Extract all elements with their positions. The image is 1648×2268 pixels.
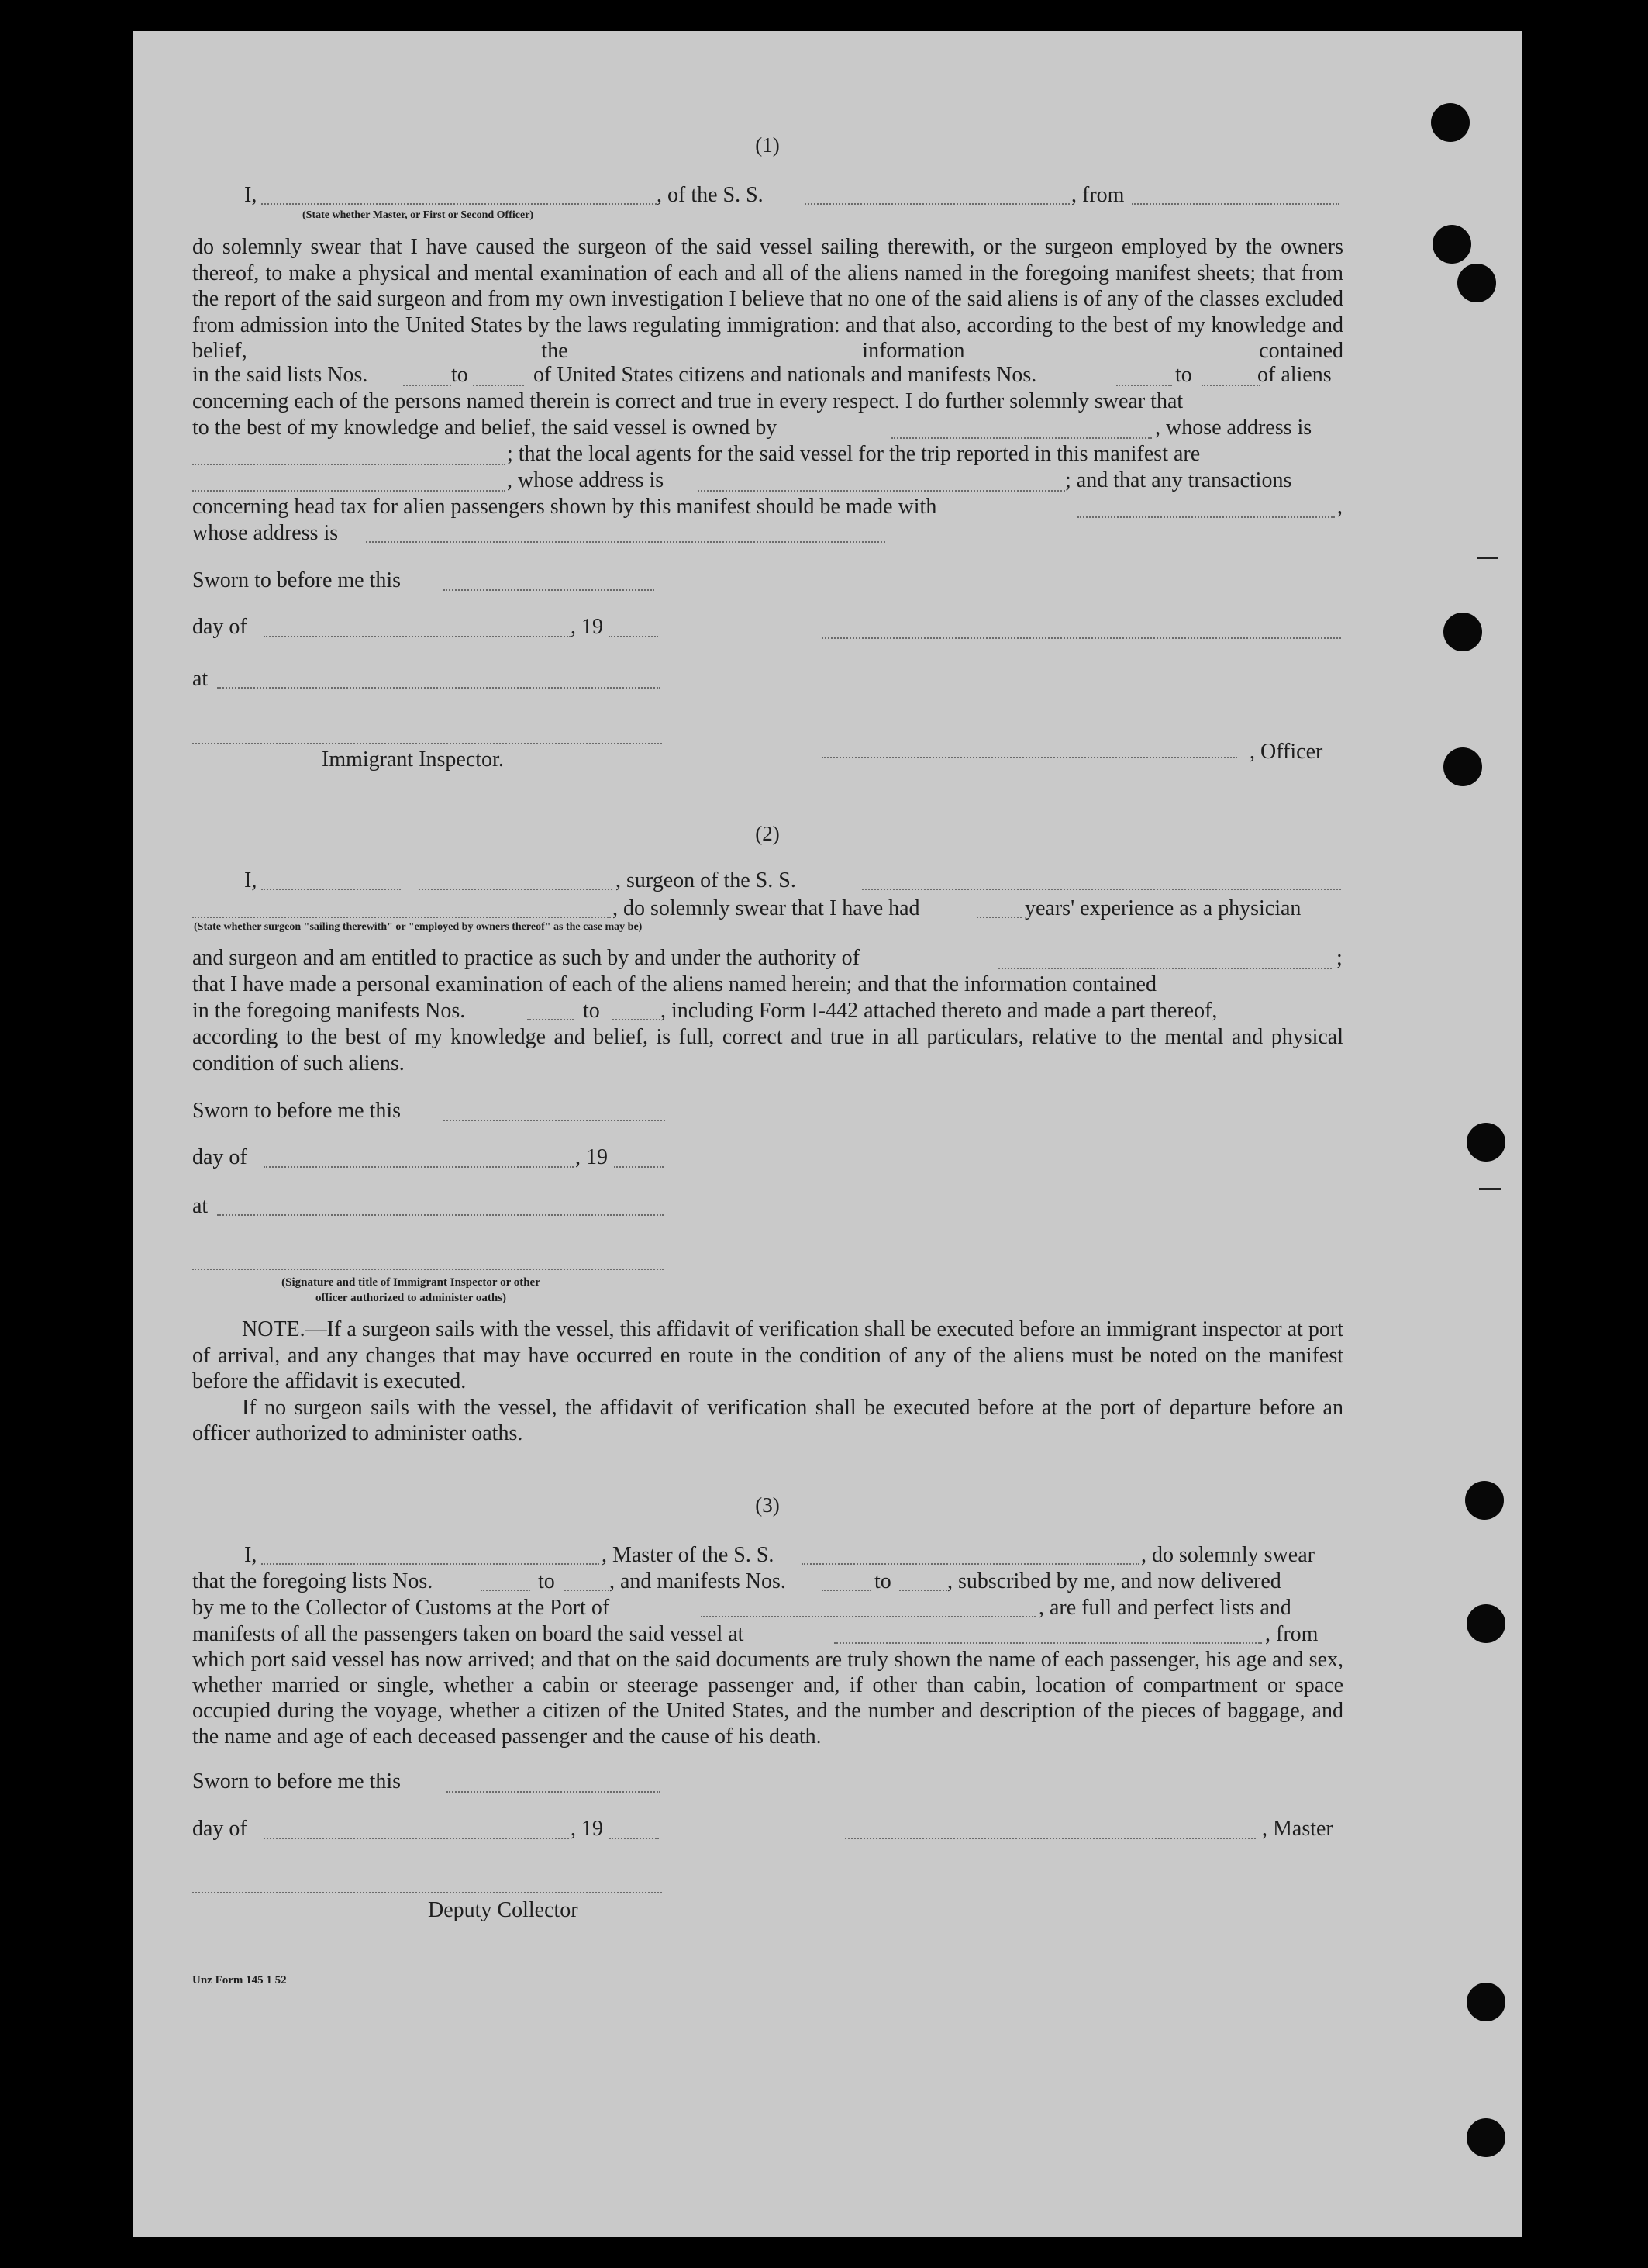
text: , from bbox=[1265, 1622, 1319, 1646]
text: , Master of the S. S. bbox=[602, 1543, 774, 1567]
section-number: (3) bbox=[755, 1493, 780, 1517]
text: to bbox=[583, 999, 600, 1023]
manifests-to-field[interactable] bbox=[1202, 385, 1260, 386]
manifests-from-field[interactable] bbox=[527, 1019, 574, 1020]
paragraph: according to the best of my knowledge and belief, is full, correct and true in all particulars, relative to the mental and physical condition of such aliens. bbox=[192, 1025, 1343, 1075]
text: years' experience as a physician bbox=[1025, 896, 1302, 920]
text: , whose address is bbox=[507, 468, 664, 492]
text: that I have made a personal examination of each of the aliens named herein; and that the information contained bbox=[192, 972, 1157, 996]
from-port-field[interactable] bbox=[1132, 203, 1339, 205]
lists-to-field[interactable] bbox=[473, 385, 524, 386]
text: Deputy Collector bbox=[428, 1898, 578, 1922]
inspector-signature-line[interactable] bbox=[192, 743, 662, 744]
agents-field[interactable] bbox=[192, 490, 505, 492]
text: , subscribed by me, and now delivered bbox=[947, 1569, 1281, 1593]
text: , 19 bbox=[575, 1145, 608, 1169]
binder-hole bbox=[1443, 747, 1482, 786]
text: I, bbox=[244, 183, 257, 207]
embark-port-field[interactable] bbox=[834, 1642, 1262, 1644]
sworn-day-field[interactable] bbox=[443, 1120, 665, 1121]
text: , surgeon of the S. S. bbox=[615, 868, 796, 892]
field-hint: (State whether surgeon "sailing therewith" or "employed by owners thereof" as the case may be) bbox=[194, 921, 643, 933]
lists-to-field[interactable] bbox=[564, 1590, 609, 1591]
sworn-day-field[interactable] bbox=[443, 589, 654, 591]
binder-hole bbox=[1467, 1604, 1505, 1643]
text: day of bbox=[192, 615, 247, 639]
year-field[interactable] bbox=[614, 1166, 664, 1168]
text: to bbox=[451, 363, 468, 387]
text: to bbox=[874, 1569, 891, 1593]
text: ; bbox=[1336, 946, 1343, 970]
text: Immigrant Inspector. bbox=[322, 747, 504, 772]
text: , are full and perfect lists and bbox=[1039, 1596, 1291, 1620]
text: manifests of all the passengers taken on board the said vessel at bbox=[192, 1622, 744, 1646]
paragraph: do solemnly swear that I have caused the surgeon of the said vessel sailing therewith, or the surgeon employed by the owners thereof, to make a physical and mental examination of each and all of the aliens named in the foregoing manifest sheets; that from the report of the said surgeon and from my own investigation I believe that no one of the said aliens is of any of the classes excluded from admission into the United States by the laws regulating immigration: and that also, according to the best of my knowledge and belief, the information contained bbox=[192, 235, 1343, 363]
month-field[interactable] bbox=[264, 636, 571, 637]
text: I, bbox=[244, 1543, 257, 1567]
ship-name-field[interactable] bbox=[802, 1563, 1139, 1565]
text: , bbox=[1337, 495, 1343, 519]
text: ; and that any transactions bbox=[1065, 468, 1292, 492]
paragraph: which port said vessel has now arrived; and that on the said documents are truly shown the name of each passenger, his age and sex, whether married or single, whether a cabin or steerage passenger and, if other than cabin, location of compartment or space occupied during the voyage, whether a citizen of the United States, and the number and description of the pieces of baggage, and the name and age of each deceased passenger and the cause of his death. bbox=[192, 1648, 1343, 1748]
section-number: (2) bbox=[755, 822, 780, 845]
text: , of the S. S. bbox=[657, 183, 764, 207]
month-field[interactable] bbox=[264, 1838, 569, 1839]
manifests-to-field[interactable] bbox=[612, 1019, 660, 1020]
text: to bbox=[1175, 363, 1192, 387]
text: at bbox=[192, 667, 209, 691]
owner-field[interactable] bbox=[891, 437, 1152, 439]
headtax-contact-field[interactable] bbox=[1077, 516, 1335, 518]
years-field[interactable] bbox=[977, 917, 1022, 918]
oath-text bbox=[192, 1024, 1343, 1076]
manifests-from-field[interactable] bbox=[822, 1590, 871, 1591]
text: I, bbox=[244, 868, 257, 892]
section-number: (1) bbox=[755, 133, 780, 157]
lists-from-field[interactable] bbox=[403, 385, 451, 386]
officer-rank-field[interactable] bbox=[261, 203, 657, 205]
text: , whose address is bbox=[1155, 416, 1312, 440]
lists-from-field[interactable] bbox=[481, 1590, 530, 1591]
authority-field[interactable] bbox=[998, 968, 1332, 969]
binder-hole bbox=[1465, 1481, 1504, 1520]
text: concerning head tax for alien passengers shown by this manifest should be made with bbox=[192, 495, 937, 519]
caption-line: (Signature and title of Immigrant Inspector or other bbox=[281, 1276, 540, 1289]
text: at bbox=[192, 1194, 209, 1218]
field-hint: (State whether Master, or First or Second Officer) bbox=[302, 209, 534, 221]
oath-text bbox=[192, 234, 1343, 364]
note-paragraph: NOTE.—If a surgeon sails with the vessel, this affidavit of verification shall be executed before an immigrant inspector at port of arrival, and any changes that may have occurred en route in the condition of any of the aliens must be noted on the manifest before the affidavit is executed. bbox=[192, 1317, 1343, 1393]
binder-hole bbox=[1467, 1123, 1505, 1162]
manifests-from-field[interactable] bbox=[1116, 385, 1172, 386]
surgeon-type-field[interactable] bbox=[261, 889, 401, 890]
edge-mark bbox=[1477, 557, 1498, 559]
text: that the foregoing lists Nos. bbox=[192, 1569, 433, 1593]
officer-signature-line[interactable] bbox=[822, 757, 1237, 758]
binder-hole bbox=[1443, 613, 1482, 651]
text: , from bbox=[1071, 183, 1125, 207]
place-field[interactable] bbox=[217, 1214, 664, 1216]
text: and surgeon and am entitled to practice as such by and under the authority of bbox=[192, 946, 860, 970]
text: , and manifests Nos. bbox=[609, 1569, 786, 1593]
text: ; that the local agents for the said vessel for the trip reported in this manifest are bbox=[507, 442, 1201, 466]
text: by me to the Collector of Customs at the Port of bbox=[192, 1596, 610, 1620]
signature-line[interactable] bbox=[822, 637, 1341, 639]
binder-hole bbox=[1457, 264, 1496, 302]
text: Sworn to before me this bbox=[192, 1099, 402, 1123]
headtax-address-field[interactable] bbox=[366, 541, 885, 543]
surgeon-line-field[interactable] bbox=[192, 917, 611, 918]
signature-caption bbox=[233, 1275, 589, 1306]
text: , Master bbox=[1262, 1817, 1333, 1841]
master-name-field[interactable] bbox=[261, 1563, 599, 1565]
text: to bbox=[538, 1569, 555, 1593]
text: day of bbox=[192, 1817, 247, 1841]
text: in the foregoing manifests Nos. bbox=[192, 999, 466, 1023]
text: , Officer bbox=[1250, 740, 1323, 764]
surgeon-name-field[interactable] bbox=[419, 889, 612, 890]
form-number: Unz Form 145 1 52 bbox=[192, 1974, 287, 1987]
text: of United States citizens and nationals and manifests Nos. bbox=[533, 363, 1037, 387]
text: day of bbox=[192, 1145, 247, 1169]
text: , including Form I-442 attached thereto and made a part thereof, bbox=[660, 999, 1218, 1023]
place-field[interactable] bbox=[217, 687, 660, 689]
text: , do solemnly swear bbox=[1141, 1543, 1315, 1567]
edge-mark bbox=[1479, 1188, 1501, 1190]
year-field[interactable] bbox=[609, 636, 658, 637]
oath-text bbox=[192, 1647, 1343, 1749]
note bbox=[192, 1317, 1343, 1447]
text: concerning each of the persons named therein is correct and true in every respect. I do further solemnly swear that bbox=[192, 389, 1184, 413]
text: to the best of my knowledge and belief, the said vessel is owned by bbox=[192, 416, 777, 440]
text: whose address is bbox=[192, 521, 339, 545]
month-field[interactable] bbox=[264, 1166, 574, 1168]
text: Sworn to before me this bbox=[192, 568, 402, 592]
binder-hole bbox=[1467, 1983, 1505, 2021]
caption-line: officer authorized to administer oaths) bbox=[315, 1292, 507, 1304]
binder-hole bbox=[1467, 2118, 1505, 2157]
ship-name-field[interactable] bbox=[805, 203, 1070, 205]
collector-signature-line[interactable] bbox=[192, 1892, 662, 1893]
port-field[interactable] bbox=[701, 1616, 1036, 1617]
text: , 19 bbox=[571, 615, 603, 639]
year-field[interactable] bbox=[609, 1838, 659, 1839]
sworn-day-field[interactable] bbox=[446, 1791, 660, 1793]
text: , 19 bbox=[571, 1817, 603, 1841]
master-signature-line[interactable] bbox=[845, 1838, 1256, 1839]
owner-address-field[interactable] bbox=[192, 464, 505, 465]
binder-hole bbox=[1433, 225, 1471, 264]
text: in the said lists Nos. bbox=[192, 363, 368, 387]
agents-address-field[interactable] bbox=[698, 490, 1065, 492]
binder-hole bbox=[1431, 103, 1470, 142]
manifests-to-field[interactable] bbox=[899, 1590, 947, 1591]
text: of aliens bbox=[1257, 363, 1332, 387]
note-paragraph: If no surgeon sails with the vessel, the affidavit of verification shall be executed before at the port of departure before an officer authorized to administer oaths. bbox=[192, 1395, 1343, 1445]
text: , do solemnly swear that I have had bbox=[612, 896, 920, 920]
ship-name-field[interactable] bbox=[862, 889, 1341, 890]
text: Sworn to before me this bbox=[192, 1769, 402, 1793]
inspector-signature-line[interactable] bbox=[192, 1269, 664, 1270]
